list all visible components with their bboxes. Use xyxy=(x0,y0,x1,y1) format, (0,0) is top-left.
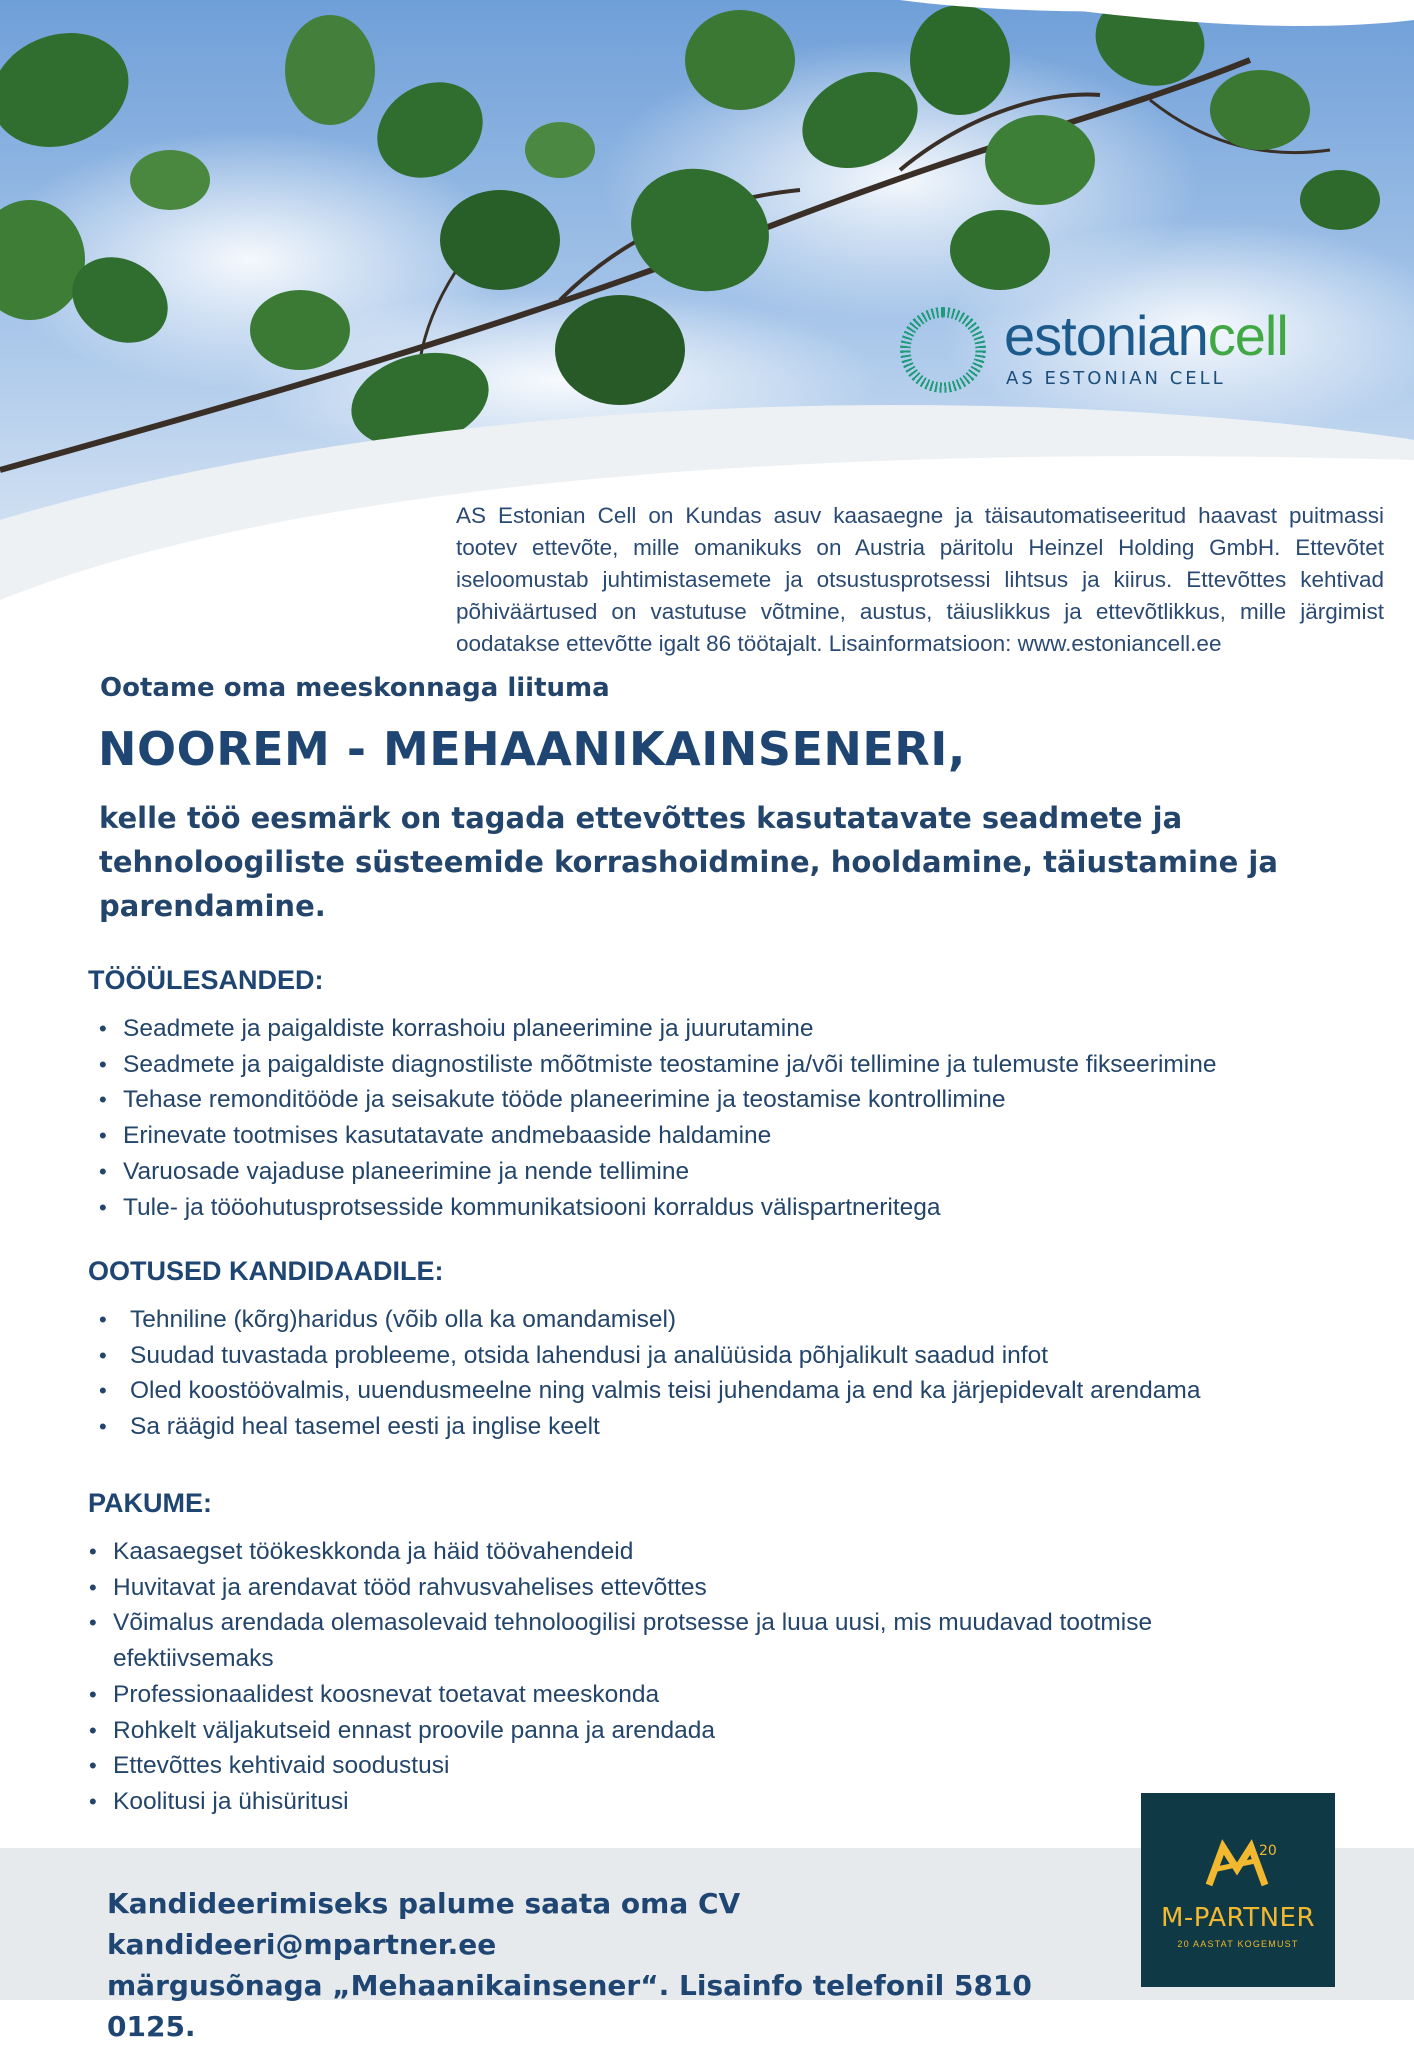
brand-name xyxy=(1004,305,1288,367)
estoniancell-logo xyxy=(900,305,1320,395)
application-instructions xyxy=(107,1883,1107,2047)
list-item: • Oled koostöövalmis, uuendusmeelne ning valmis teisi juhendama ja end ka järjepidevalt arendama xyxy=(89,1373,1389,1409)
list-item: • Professionaalidest koosnevat toetavat meeskonda xyxy=(79,1677,1259,1713)
list-item: • Seadmete ja paigaldiste korrashoiu planeerimine ja juurutamine xyxy=(89,1011,1389,1047)
list-item: • Erinevate tootmises kasutatavate andmebaaside haldamine xyxy=(89,1118,1389,1154)
job-title: NOOREM - MEHAANIKAINSENERI, xyxy=(98,722,966,776)
list-item: • Seadmete ja paigaldiste diagnostiliste mõõtmiste teostamine ja/või tellimine ja tulemuste fikseerimine xyxy=(89,1047,1389,1083)
tasks-list xyxy=(89,1011,1389,1225)
offer-list xyxy=(79,1534,1259,1820)
mpartner-tagline: 20 AASTAT KOGEMUST xyxy=(1177,1939,1299,1949)
list-item: • Varuosade vajaduse planeerimine ja nende tellimine xyxy=(89,1154,1389,1190)
job-description: kelle töö eesmärk on tagada ettevõttes kasutatavate seadmete ja tehnoloogiliste süsteemide korrashoidmine, hooldamine, täiustamine ja parendamine. xyxy=(99,801,1278,923)
offer-title: PAKUME: xyxy=(88,1488,212,1518)
mpartner-badge: 20 xyxy=(1259,1843,1277,1859)
expectations-list xyxy=(89,1302,1389,1445)
brand-name-part2: cell xyxy=(1207,304,1288,367)
list-item: • Rohkelt väljakutseid ennast proovile panna ja arendada xyxy=(79,1713,1259,1749)
list-item: • Kaasaegset töökeskkonda ja häid töövahendeid xyxy=(79,1534,1259,1570)
mpartner-name: M-PARTNER xyxy=(1160,1903,1316,1933)
list-item: • Tehniline (kõrg)haridus (võib olla ka omandamisel) xyxy=(89,1302,1389,1338)
list-item: • Võimalus arendada olemasolevaid tehnoloogilisi protsesse ja luua uusi, mis muudavad tootmise efektiivsemaks xyxy=(79,1605,1259,1676)
list-item: • Tehase remonditööde ja seisakute tööde planeerimine ja teostamise kontrollimine xyxy=(89,1082,1389,1118)
list-item: • Huvitavat ja arendavat tööd rahvusvahelises ettevõttes xyxy=(79,1570,1259,1606)
application-line-1: Kandideerimiseks palume saata oma CV kandideeri@mpartner.ee xyxy=(107,1887,741,1961)
list-item: • Suudad tuvastada probleeme, otsida lahendusi ja analüüsida põhjalikult saadud infot xyxy=(89,1338,1389,1374)
expectations-title: OOTUSED KANDIDAADILE: xyxy=(88,1256,444,1286)
tasks-title: TÖÖÜLESANDED: xyxy=(88,965,324,995)
brand-name-part1: estonian xyxy=(1004,304,1208,367)
list-item: • Tule- ja tööohutusprotsesside kommunikatsiooni korraldus välispartneritega xyxy=(89,1190,1389,1226)
invite-heading: Ootame oma meeskonnaga liituma xyxy=(100,673,610,703)
mpartner-emblem-icon xyxy=(1203,1839,1279,1891)
logo-ring-icon xyxy=(900,307,986,393)
application-line-2: märgusõnaga „Mehaanikainsener“. Lisainfo telefonil 5810 0125. xyxy=(107,1969,1032,2043)
mpartner-logo xyxy=(1141,1793,1335,1987)
list-item: • Ettevõttes kehtivaid soodustusi xyxy=(79,1748,1259,1784)
list-item: • Sa räägid heal tasemel eesti ja inglise keelt xyxy=(89,1409,1389,1445)
company-intro: AS Estonian Cell on Kundas asuv kaasaegne ja täisautomatiseeritud haavast puitmassi tootev ettevõte, mille omanikuks on Austria päritolu Heinzel Holding GmbH. Ettevõtet iseloomustab juhtimistasemete ja otsustusprotsessi lihtsus ja kiirus. Ettevõttes kehtivad põhiväärtused on vastutuse võtmine, austus, täiuslikkus ja ettevõtlikkus, mille järgimist oodatakse ettevõtte igalt 86 töötajalt. Lisainformatsioon: www.estoniancell.ee xyxy=(456,503,1384,656)
brand-subtitle: AS ESTONIAN CELL xyxy=(1006,368,1226,389)
list-item: • Koolitusi ja ühisüritusi xyxy=(79,1784,1259,1820)
